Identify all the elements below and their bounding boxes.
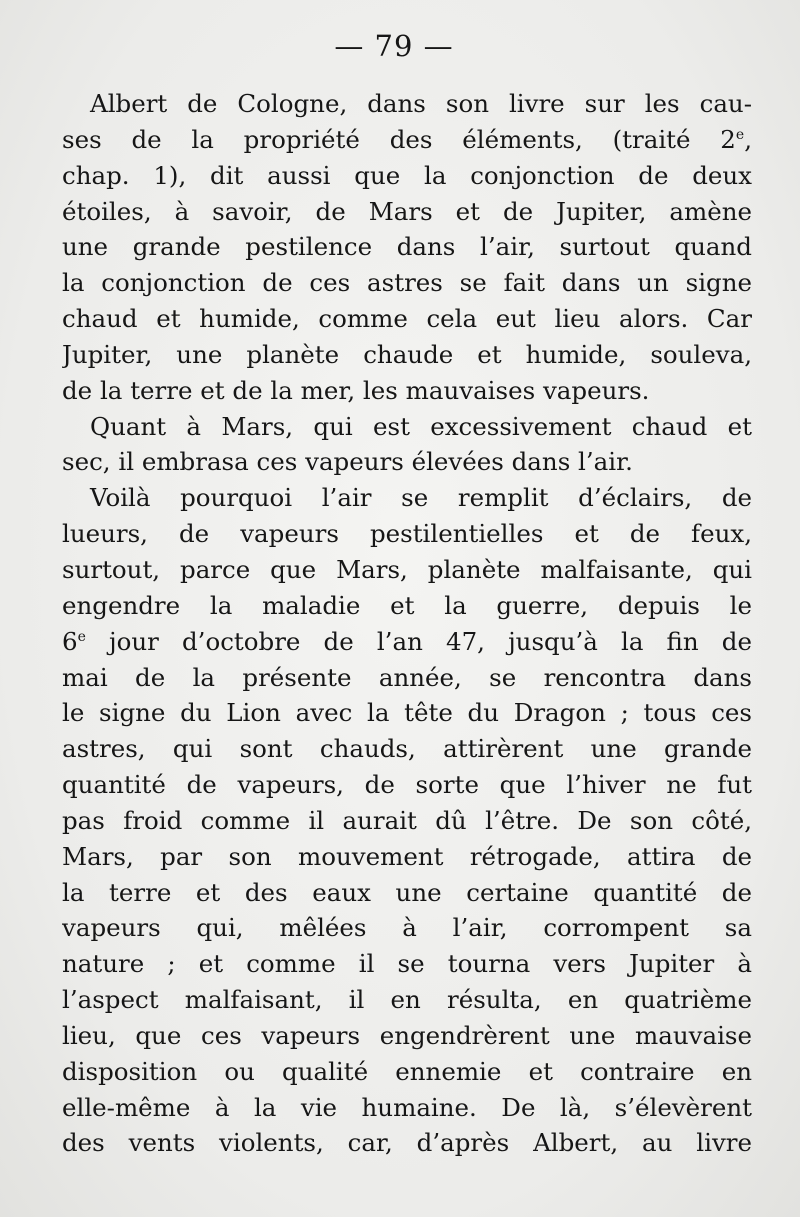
text-line: la terre et des eaux une certaine quantité de: [62, 877, 752, 907]
text-line: la conjonction de ces astres se fait dans un signe: [62, 268, 752, 298]
text-line: ses de la propriété des éléments, (traité 2e,: [62, 124, 752, 154]
text-line: astres, qui sont chauds, attirèrent une grande: [62, 734, 752, 764]
page-number: — 79 —: [334, 29, 454, 63]
text-line: chap. 1), dit aussi que la conjonction de deux: [62, 160, 752, 190]
text-line: Voilà pourquoi l’air se remplit d’éclairs, de: [90, 483, 752, 513]
text-line: disposition ou qualité ennemie et contraire en: [62, 1056, 752, 1086]
text-line: lieu, que ces vapeurs engendrèrent une mauvaise: [62, 1020, 752, 1050]
text-line: Jupiter, une planète chaude et humide, souleva,: [62, 339, 752, 369]
text-line: lueurs, de vapeurs pestilentielles et de feux,: [62, 519, 752, 549]
text-line: une grande pestilence dans l’air, surtout quand: [62, 232, 752, 262]
text-line: des vents violents, car, d’après Albert, au livre: [62, 1128, 752, 1158]
text-line: elle-même à la vie humaine. De là, s’élevèrent: [62, 1092, 752, 1122]
text-line: mai de la présente année, se rencontra dans: [62, 662, 752, 692]
text-line: quantité de vapeurs, de sorte que l’hiver ne fut: [62, 770, 752, 800]
text-line: de la terre et de la mer, les mauvaises vapeurs.: [62, 375, 650, 405]
text-line: étoiles, à savoir, de Mars et de Jupiter, amène: [62, 196, 752, 226]
text-line: Mars, par son mouvement rétrogade, attira de: [62, 841, 752, 871]
text-line: le signe du Lion avec la tête du Dragon ; tous ces: [62, 698, 752, 728]
text-line: nature ; et comme il se tourna vers Jupiter à: [62, 949, 752, 979]
text-line: pas froid comme il aurait dû l’être. De son côté,: [62, 805, 752, 835]
text-line: Quant à Mars, qui est excessivement chaud et: [90, 411, 752, 441]
text-line: chaud et humide, comme cela eut lieu alors. Car: [62, 304, 752, 334]
text-line: Albert de Cologne, dans son livre sur les cau-: [90, 89, 752, 118]
text-line: 6e jour d’octobre de l’an 47, jusqu’à la fin de: [62, 626, 752, 656]
text-line: sec, il embrasa ces vapeurs élevées dans l’air.: [62, 447, 633, 477]
text-line: l’aspect malfaisant, il en résulta, en quatrième: [62, 985, 752, 1015]
body-text: [62, 86, 752, 1161]
text-line: surtout, parce que Mars, planète malfaisante, qui: [62, 554, 752, 584]
text-line: engendre la maladie et la guerre, depuis le: [62, 590, 752, 620]
text-line: vapeurs qui, mêlées à l’air, corrompent sa: [62, 913, 752, 943]
